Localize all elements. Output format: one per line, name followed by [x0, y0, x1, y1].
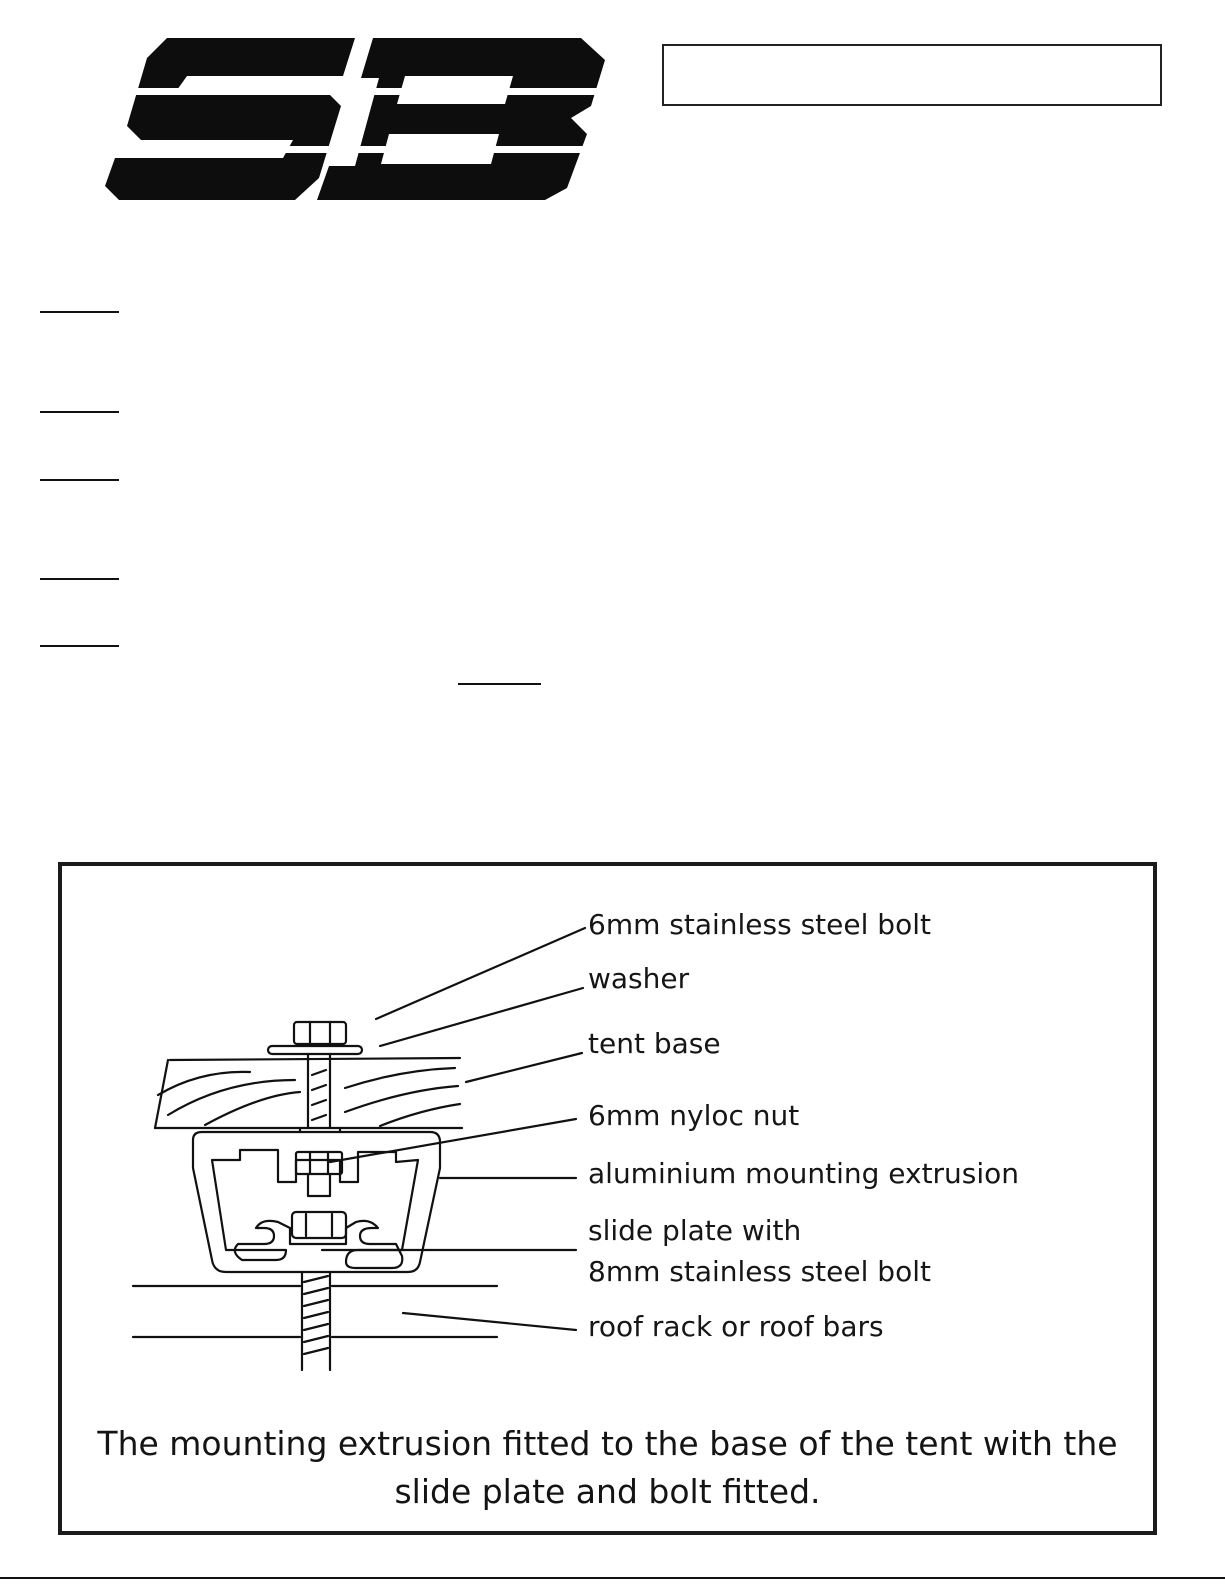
label-slide-plate-1: slide plate with	[588, 1214, 802, 1247]
label-slide-plate-2: 8mm stainless steel bolt	[588, 1255, 931, 1288]
leader-washer	[380, 988, 583, 1046]
tent-base-top-edge	[170, 1058, 460, 1060]
bottom-rule	[0, 1577, 1225, 1579]
leader-roof-rack	[403, 1313, 576, 1330]
label-bolt: 6mm stainless steel bolt	[588, 908, 931, 941]
leader-nut	[330, 1119, 576, 1162]
leader-tent-base	[466, 1053, 582, 1082]
figure-caption	[62, 1420, 1153, 1516]
slide-bolt-shank	[302, 1272, 330, 1370]
label-washer: washer	[588, 962, 690, 995]
bolt-head	[294, 1022, 346, 1044]
leader-bolt	[376, 928, 585, 1019]
caption-line-1: The mounting extrusion fitted to the base of the tent with the	[97, 1424, 1118, 1463]
nyloc-nut	[296, 1152, 342, 1174]
label-extrusion: aluminium mounting extrusion	[588, 1157, 1020, 1190]
label-nut: 6mm nyloc nut	[588, 1099, 800, 1132]
caption-line-2: slide plate and bolt fitted.	[394, 1472, 821, 1511]
slide-bolt-head	[292, 1212, 346, 1238]
label-roof-rack: roof rack or roof bars	[588, 1310, 884, 1343]
washer-shape	[268, 1046, 362, 1054]
label-tent-base: tent base	[588, 1027, 721, 1060]
